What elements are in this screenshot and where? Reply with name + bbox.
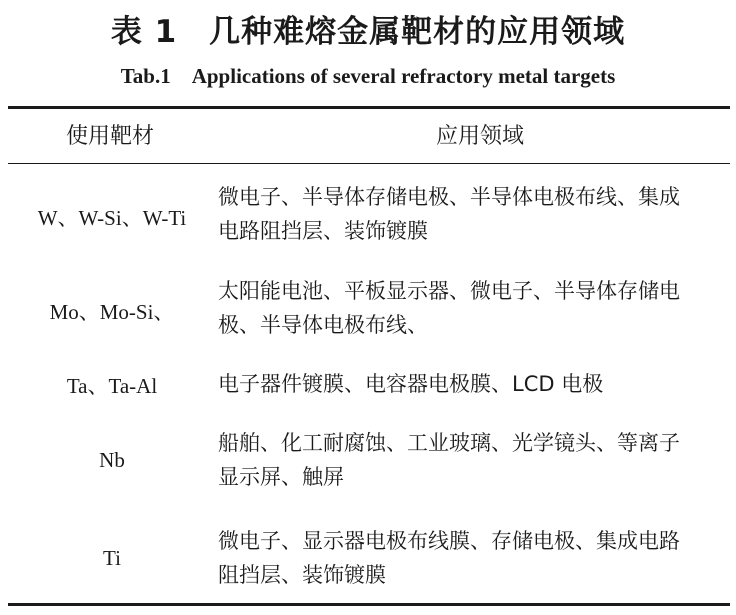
table-row (8, 367, 730, 401)
column-header-target: 使用靶材 (65, 124, 154, 149)
table-row (8, 524, 730, 594)
applications-line: 太阳能电池、平板显示器、微电子、半导体存储电 (218, 279, 680, 303)
table-title-chinese: 表 1 几种难熔金属靶材的应用领域 (110, 14, 626, 50)
applications-line: 阻挡层、装饰镀膜 (218, 563, 386, 587)
target-cell: Mo、Mo-Si、 (49, 300, 175, 324)
table-row (8, 426, 730, 496)
applications-cell (218, 524, 730, 592)
table-row (8, 180, 730, 250)
applications-line: 电路阻挡层、装饰镀膜 (218, 219, 428, 243)
column-header-applications: 应用领域 (435, 124, 524, 149)
target-cell: W、W-Si、W-Ti (37, 206, 187, 230)
applications-line: 极、半导体电极布线、 (218, 313, 428, 337)
applications-line: 船舶、化工耐腐蚀、工业玻璃、光学镜头、等离子 (218, 431, 680, 455)
table-header-rule (8, 163, 730, 164)
table-top-rule (8, 106, 730, 109)
table-row (8, 274, 730, 344)
applications-line: 电子器件镀膜、电容器电极膜、LCD 电极 (218, 372, 604, 396)
applications-cell (218, 180, 730, 248)
table-title-english: Tab.1 Applications of several refractory metal targets (120, 64, 616, 88)
applications-cell (218, 367, 730, 401)
target-cell: Ta、Ta-Al (66, 374, 158, 398)
table-bottom-rule (8, 603, 730, 606)
applications-line: 微电子、半导体存储电极、半导体电极布线、集成 (218, 185, 680, 209)
applications-line: 显示屏、触屏 (218, 465, 344, 489)
applications-line: 微电子、显示器电极布线膜、存储电极、集成电路 (218, 529, 680, 553)
applications-cell (218, 426, 730, 494)
target-cell: Ti (103, 546, 121, 570)
target-cell: Nb (99, 448, 125, 472)
applications-cell (218, 274, 730, 342)
